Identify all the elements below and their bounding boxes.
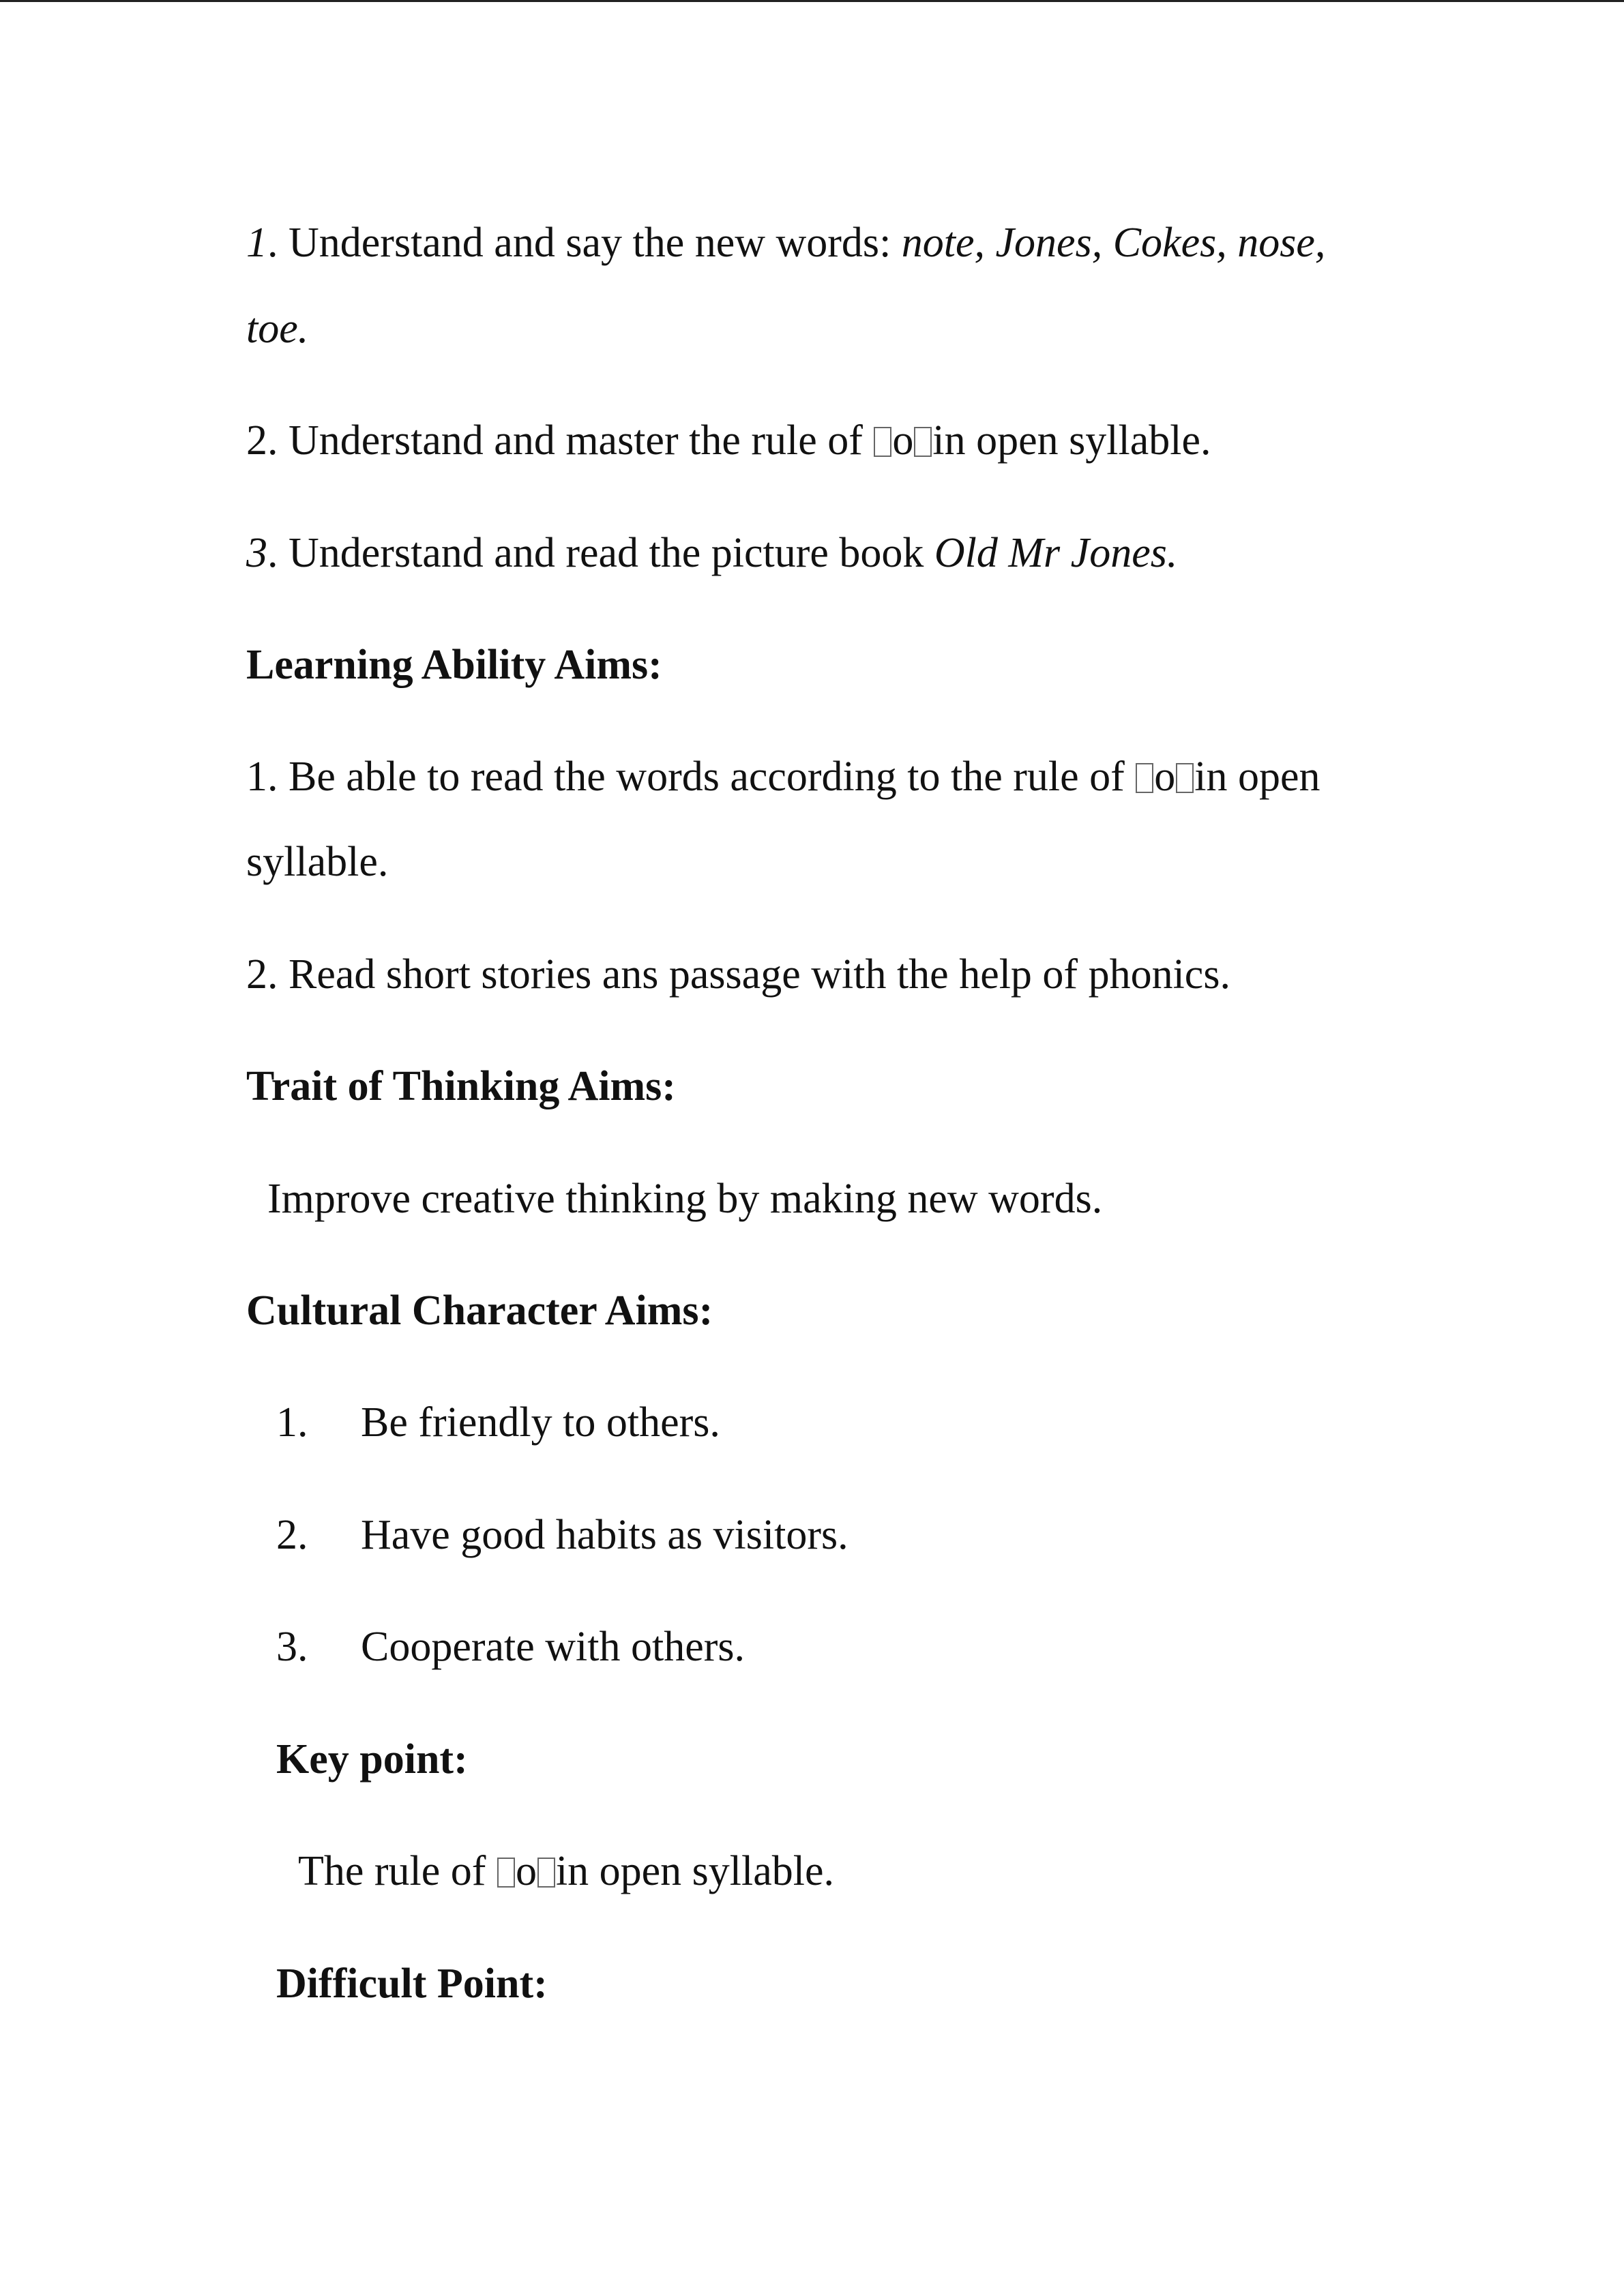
item-text-after: in open syllable. — [555, 1848, 835, 1894]
list-number: 2. — [276, 1512, 308, 1558]
cultural-item-2 — [276, 1508, 848, 1562]
item-text: The rule of — [298, 1848, 497, 1894]
learning-ability-heading: Learning Ability Aims: — [246, 642, 662, 688]
list-number: 1. — [276, 1399, 308, 1446]
item-number: 1 — [246, 220, 267, 266]
list-text: Cooperate with others. — [361, 1624, 745, 1670]
rule-letter: o — [1154, 754, 1176, 800]
item-text-after: in open — [1194, 754, 1320, 800]
cultural-item-1 — [276, 1395, 720, 1450]
knowledge-aim-3 — [246, 526, 1177, 580]
item-text: 2. Understand and master the rule of — [246, 417, 874, 464]
missing-glyph-icon — [874, 427, 891, 457]
key-point-text — [298, 1844, 834, 1898]
learning-ability-1 — [246, 749, 1320, 804]
rule-letter: o — [892, 417, 914, 464]
thinking-heading: Trait of Thinking Aims: — [246, 1063, 676, 1109]
cultural-item-3 — [276, 1620, 745, 1674]
new-words-list: note, Jones, Cokes, nose, — [901, 220, 1326, 266]
missing-glyph-icon — [537, 1858, 555, 1888]
knowledge-aim-2 — [246, 413, 1211, 468]
difficult-point-heading: Difficult Point: — [276, 1960, 548, 2007]
key-point-heading: Key point: — [276, 1736, 468, 1783]
item-text: 1. Be able to read the words according to the rule of — [246, 754, 1136, 800]
list-number: 3. — [276, 1624, 308, 1670]
list-text: Be friendly to others. — [361, 1399, 720, 1446]
missing-glyph-icon — [1176, 763, 1194, 793]
missing-glyph-icon — [1136, 763, 1153, 793]
learning-ability-2: 2. Read short stories ans passage with the help of phonics. — [246, 951, 1230, 998]
knowledge-aim-1 — [246, 215, 1325, 270]
new-words-list-continued: toe. — [246, 305, 309, 352]
learning-ability-1-continued: syllable. — [246, 839, 389, 885]
item-text: . Understand and read the picture book — [267, 530, 934, 576]
book-title: Old Mr Jones. — [934, 530, 1178, 576]
thinking-text: Improve creative thinking by making new words. — [267, 1176, 1103, 1222]
item-number: 3 — [246, 530, 267, 576]
item-text: . Understand and say the new words: — [267, 220, 902, 266]
missing-glyph-icon — [497, 1858, 515, 1888]
cultural-heading: Cultural Character Aims: — [246, 1287, 713, 1334]
list-text: Have good habits as visitors. — [361, 1512, 848, 1558]
missing-glyph-icon — [914, 427, 932, 457]
rule-letter: o — [515, 1848, 537, 1894]
item-text-after: in open syllable. — [932, 417, 1211, 464]
